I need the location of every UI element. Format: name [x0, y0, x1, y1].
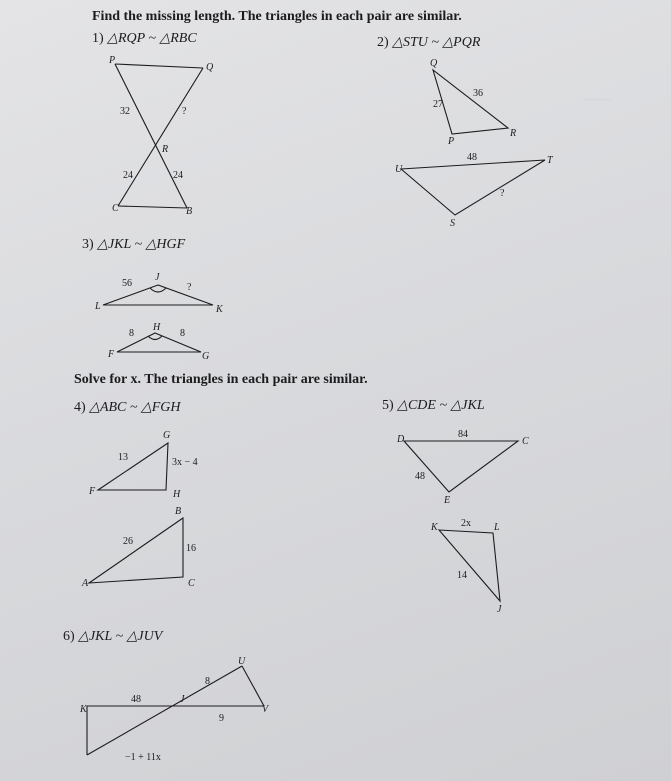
problem-1-number: 1) [92, 31, 104, 46]
p1-side-24-right: 24 [173, 170, 183, 181]
problem-4-statement: △ABC ~ △FGH [89, 400, 181, 415]
p2-vertex-q: Q [430, 58, 438, 69]
p1-side-32: 32 [120, 106, 130, 117]
p3-vertex-k: K [216, 304, 223, 315]
p6-side-9: 9 [219, 713, 224, 724]
p3-side-8-right: 8 [180, 328, 185, 339]
p2-vertex-r: R [510, 128, 517, 139]
p4-side-3x-minus-4: 3x − 4 [172, 457, 198, 468]
problem-2-statement: △STU ~ △PQR [392, 35, 481, 50]
p5-side-14: 14 [457, 570, 467, 581]
p6-side-8: 8 [205, 676, 210, 687]
worksheet-title: Find the missing length. The triangles in each pair are similar. [92, 9, 462, 24]
p5-side-48: 48 [415, 471, 425, 482]
p4-side-16: 16 [186, 543, 196, 554]
problem-5-number: 5) [382, 398, 394, 413]
p2-vertex-p: P [448, 136, 455, 147]
p6-vertex-k: K [80, 704, 87, 715]
problem-1-figure [115, 64, 203, 208]
p2-side-27: 27 [433, 99, 443, 110]
p4-vertex-g: G [163, 430, 171, 441]
problem-1-statement: △RQP ~ △RBC [107, 31, 197, 46]
p4-vertex-a: A [82, 578, 89, 589]
problem-6-figure [87, 666, 264, 755]
p3-vertex-g: G [202, 351, 210, 362]
problem-3-number: 3) [82, 237, 94, 252]
p2-vertex-s: S [450, 218, 455, 229]
p1-vertex-q: Q [206, 62, 214, 73]
p4-side-13: 13 [118, 452, 128, 463]
p1-side-unknown: ? [182, 106, 187, 117]
p6-side-expression: −1 + 11x [125, 752, 161, 763]
problem-4-figure [89, 443, 183, 583]
p3-side-unknown: ? [187, 282, 192, 293]
p2-vertex-t: T [547, 155, 553, 166]
p3-vertex-j: J [155, 272, 160, 283]
p2-vertex-u: U [395, 164, 403, 175]
p4-vertex-h: H [173, 489, 181, 500]
p5-side-84: 84 [458, 429, 468, 440]
problem-3-figure [103, 285, 213, 352]
p1-vertex-r: R [162, 144, 169, 155]
problem-2-number: 2) [377, 35, 389, 50]
p2-side-48: 48 [467, 152, 477, 163]
p5-side-2x: 2x [461, 518, 471, 529]
section-2-heading: Solve for x. The triangles in each pair are similar. [74, 372, 368, 387]
problem-4-number: 4) [74, 400, 86, 415]
p3-vertex-h: H [153, 322, 161, 333]
problem-3-statement: △JKL ~ △HGF [97, 237, 186, 252]
p5-vertex-c: C [522, 436, 529, 447]
p4-side-26: 26 [123, 536, 133, 547]
p6-vertex-j: J [180, 694, 185, 705]
problem-6-number: 6) [63, 629, 75, 644]
p5-vertex-d: D [397, 434, 405, 445]
problem-6-statement: △JKL ~ △JUV [78, 629, 163, 644]
p1-vertex-p: P [109, 55, 116, 66]
p5-vertex-e: E [444, 495, 451, 506]
p6-vertex-u: U [238, 656, 246, 667]
p5-vertex-k: K [431, 522, 438, 533]
p3-side-8-left: 8 [129, 328, 134, 339]
p1-vertex-c: C [112, 203, 119, 214]
p3-vertex-f: F [108, 349, 115, 360]
p1-vertex-b: B [186, 206, 193, 217]
p3-side-56: 56 [122, 278, 132, 289]
p4-vertex-c: C [188, 578, 195, 589]
p5-vertex-j: J [497, 604, 502, 615]
bleed-through-text: ~~~~~ [585, 95, 613, 106]
p2-side-36: 36 [473, 88, 483, 99]
p3-vertex-l: L [95, 301, 101, 312]
p2-side-unknown: ? [500, 188, 505, 199]
p6-vertex-v: V [262, 704, 269, 715]
p5-vertex-l: L [494, 522, 500, 533]
p6-side-48: 48 [131, 694, 141, 705]
p1-side-24-left: 24 [123, 170, 133, 181]
p4-vertex-b: B [175, 506, 182, 517]
p4-vertex-f: F [89, 486, 96, 497]
problem-5-statement: △CDE ~ △JKL [397, 398, 485, 413]
